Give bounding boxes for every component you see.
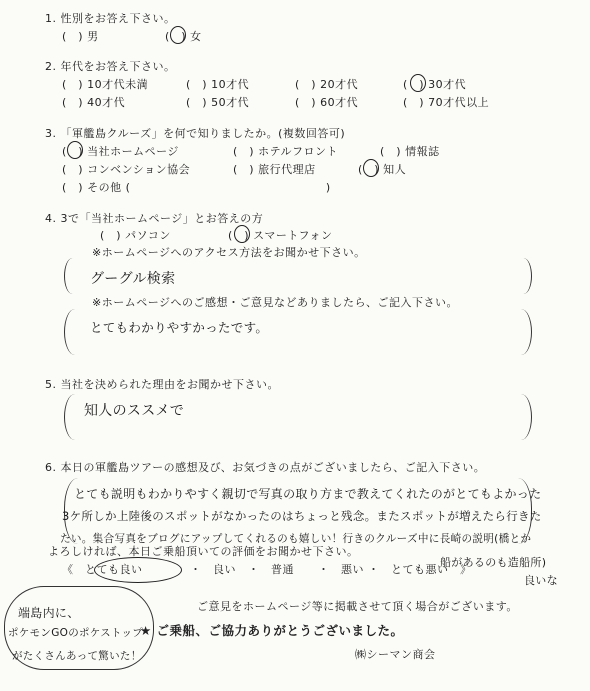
q1-title: 1. 性別をお答え下さい。 bbox=[45, 12, 176, 25]
q2-option-60s[interactable]: ( ) 60才代 bbox=[295, 96, 359, 109]
q3-option-other[interactable]: ( ) その他 ( ) bbox=[62, 181, 331, 194]
q6-title: 6. 本日の軍艦島ツアーの感想及び、お気づきの点がございましたら、ご記入下さい。 bbox=[45, 461, 486, 474]
q3-option-hotel-front[interactable]: ( ) ホテルフロント bbox=[233, 145, 339, 158]
q4-phone-circle bbox=[234, 225, 250, 243]
q4-pc-option[interactable]: ( ) パソコン bbox=[100, 229, 171, 242]
q4-impression-prompt: ※ホームページへのご感想・ご意見などありましたら、ご記入下さい。 bbox=[92, 296, 458, 309]
q2-option-under10[interactable]: ( ) 10才代未満 bbox=[62, 78, 149, 91]
q3-option-friend[interactable]: ( ) 知人 bbox=[358, 163, 407, 176]
q4-impression-answer: とてもわかりやすかったです。 bbox=[90, 320, 269, 335]
q2-option-30s[interactable]: ( ) 30才代 bbox=[403, 78, 467, 91]
q2-option-70s[interactable]: ( ) 70才代以上 bbox=[403, 96, 490, 109]
q4-title: 4. 3で「当社ホームページ」とお答えの方 bbox=[45, 212, 264, 225]
q4-phone-option[interactable]: ( ) スマートフォン bbox=[228, 229, 333, 242]
q4-access-answer: グーグル検索 bbox=[90, 271, 176, 287]
q3-option-magazine[interactable]: ( ) 情報誌 bbox=[380, 145, 440, 158]
q1-female-circle bbox=[170, 26, 186, 44]
rating-very-bad[interactable]: ・ とても悪い 》 bbox=[368, 563, 472, 576]
side-note-line-3: がたくさんあって驚いた！ bbox=[12, 650, 142, 662]
q2-option-20s[interactable]: ( ) 20才代 bbox=[295, 78, 359, 91]
q6-answer-line-2: 3ケ所しか上陸後のスポットがなかったのはちょっと残念。またスポットが増えたら行きた bbox=[62, 509, 542, 523]
rating-very-good[interactable]: 《 とても良い bbox=[62, 563, 143, 576]
q6-answer-line-1: とても説明もわかりやすく親切で写真の取り方まで教えてくれたのがとてもよかった bbox=[74, 487, 542, 501]
q6-answer-line-5: 良いな bbox=[524, 574, 558, 587]
company-name: ㈱シーマン商会 bbox=[355, 648, 436, 661]
q2-option-10s[interactable]: ( ) 10才代 bbox=[186, 78, 250, 91]
rating-selected-circle bbox=[94, 557, 182, 583]
q3-title: 3. 「軍艦島クルーズ」を何で知りましたか。(複数回答可) bbox=[45, 127, 346, 140]
q3-option-travel-agency[interactable]: ( ) 旅行代理店 bbox=[233, 163, 316, 176]
q6-answer-line-3: たい。集合写真をブログにアップしてくれるのも嬉しい！行きのクルーズ中に長崎の説明(橋とか bbox=[60, 533, 532, 545]
thanks-message: ★ ご乗船、ご協力ありがとうございました。 bbox=[140, 623, 404, 638]
publish-note: ご意見をホームページ等に掲載させて頂く場合がございます。 bbox=[197, 600, 518, 613]
q2-30s-circle bbox=[410, 74, 426, 92]
q3-homepage-circle bbox=[67, 141, 83, 159]
q2-option-50s[interactable]: ( ) 50才代 bbox=[186, 96, 250, 109]
q5-answer: 知人のススメで bbox=[84, 403, 185, 419]
rating-normal[interactable]: ・ 普通 bbox=[248, 563, 294, 576]
q1-male-option[interactable]: ( ) 男 bbox=[62, 30, 99, 43]
q4-access-prompt: ※ホームページへのアクセス方法をお聞かせ下さい。 bbox=[92, 246, 366, 259]
q3-friend-circle bbox=[363, 159, 379, 177]
q6-rating-prompt: よろしければ、本日ご乗船頂いての評価をお聞かせ下さい。 bbox=[48, 545, 359, 558]
q3-option-convention[interactable]: ( ) コンベンション協会 bbox=[62, 163, 191, 176]
q5-title: 5. 当社を決められた理由をお聞かせ下さい。 bbox=[45, 378, 279, 391]
rating-good[interactable]: ・ 良い bbox=[190, 563, 236, 576]
q1-female-option[interactable]: ( ) 女 bbox=[165, 30, 202, 43]
q2-option-40s[interactable]: ( ) 40才代 bbox=[62, 96, 126, 109]
side-note-line-2: ポケモンGOのポケストップ bbox=[8, 627, 144, 639]
q3-option-homepage[interactable]: ( ) 当社ホームページ bbox=[62, 145, 179, 158]
side-note-line-1: 端島内に、 bbox=[18, 606, 80, 620]
rating-bad[interactable]: ・ 悪い bbox=[318, 563, 364, 576]
q2-title: 2. 年代をお答え下さい。 bbox=[45, 60, 176, 73]
q6-answer-line-4: 船があるのも造船所) bbox=[440, 556, 547, 569]
